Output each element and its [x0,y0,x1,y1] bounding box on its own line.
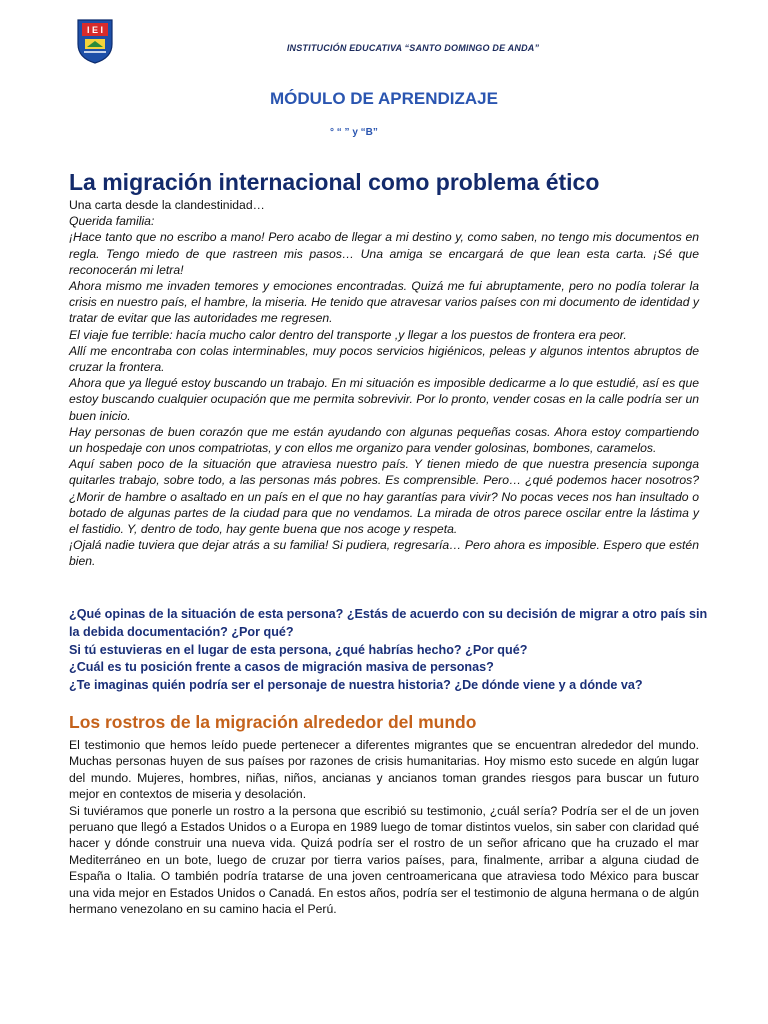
letter-paragraph: ¡Ojalá nadie tuviera que dejar atrás a su familia! Si pudiera, regresaría… Pero ahora es imposible. Espero que estén bien. [69,538,699,569]
module-title: MÓDULO DE APRENDIZAJE [270,89,498,108]
letter-paragraph: Aquí saben poco de la situación que atraviesa nuestro país. Y tienen miedo de que nuestra presencia suponga quitarles trabajo, sobre todo, a las personas más pobres. Es comprensible. Pero… ¿qué podemos hacer nosotros? ¿Morir de hambre o asaltado en un país en el que no hay garantías para vivir? No pocas veces nos han insultado o botado de algunas partes de la ciudad para que no vendamos. La mirada de otros parece oscilar entre la lástima y el fastidio. Y, dentro de todo, hay gente buena que nos acoge y respeta. [69,457,699,537]
letter-block [69,197,699,570]
article-title: La migración internacional como problema ético [69,169,600,195]
section-body [69,737,699,917]
question-item: ¿Cuál es tu posición frente a casos de migración masiva de personas? [69,660,494,675]
letter-paragraph: Ahora que ya llegué estoy buscando un trabajo. En mi situación es imposible dedicarme a lo que estudié, así es que estoy buscando cualquier ocupación que me permita sobrevivir. Por lo pronto, vender cosas en la calle podría ser un buen inicio. [69,376,699,423]
logo-lettering: I E I [86,25,104,35]
letter-paragraph: Querida familia: [69,214,155,229]
letter-lead: Una carta desde la clandestinidad… [69,198,265,212]
body-paragraph: Si tuviéramos que ponerle un rostro a la persona que escribió su testimonio, ¿cuál sería? Podría ser el de un joven peruano que llegó a Estados Unidos o a Europa en 1989 luego de tomar distintos vuelos, sin saber con claridad qué hacer y dónde construir una nueva vida. Quizá podría ser el rostro de un señor africano que ha cruzado el mar Mediterráneo en un bote, luego de cruzar por tierra varios países, para, finalmente, arribar a alguna ciudad de España o Italia. O también podría tratarse de una joven centroamericana que atraviesa todo México para buscar una vida mejor en Estados Unidos o Canadá. En estos años, podría ser el testimonio de alguna hermana o de algún hermano venezolano en su camino hacia el Perú. [69,803,699,917]
question-item: ¿Te imaginas quién podría ser el personaje de nuestra historia? ¿De dónde viene y a dónde va? [69,678,643,693]
letter-paragraph: Ahora mismo me invaden temores y emociones encontradas. Quizá me fui abruptamente, pero no podía tolerar la crisis en nuestro país, el hambre, la miseria. He tenido que atravesar varios países con mi documento de identidad y tratar de evitar que las autoridades me regresen. [69,279,699,326]
letter-paragraph: ¡Hace tanto que no escribo a mano! Pero acabo de llegar a mi destino y, como saben, no tengo mis documentos en regla. Tengo miedo de que rastreen mis pasos… Una amiga se encargará de que lean esta carta. ¡Sé que reconocerán mi letra! [69,230,699,277]
letter-paragraph: El viaje fue terrible: hacía mucho calor dentro del transporte ,y llegar a los puestos de frontera era peor. [69,327,627,342]
letter-paragraph: Hay personas de buen corazón que me están ayudando con algunas pequeñas cosas. Ahora estoy compartiendo un hospedaje con unos compatriotas, y con ellos me organizo para vender golosinas, bombones, caramelos. [69,424,699,456]
body-paragraph: El testimonio que hemos leído puede pertenecer a diferentes migrantes que se encuentran alrededor del mundo. Muchas personas huyen de sus países por razones de crisis humanitarias. Hoy mismo esto sucede en algún lugar del mundo. Mujeres, hombres, niñas, niños, ancianas y ancianos toman grandes riesgos para buscar un futuro mejor en contextos de miseria y desolación. [69,738,699,802]
question-item: ¿Qué opinas de la situación de esta persona? ¿Estás de acuerdo con su decisión de migrar a otro país sin la debida documentación? ¿Por qué? [69,607,708,639]
school-crest-logo [76,16,114,64]
reflection-questions [69,606,709,695]
question-item: Si tú estuvieras en el lugar de esta persona, ¿qué habrías hecho? ¿Por qué? [69,642,528,657]
letter-paragraph: Allí me encontraba con colas interminables, muy pocos servicios higiénicos, peleas y algunos intentos abruptos de cruzar la frontera. [69,343,699,375]
institution-name: INSTITUCIÓN EDUCATIVA “SANTO DOMINGO DE ANDA” [286,43,540,53]
section-title: Los rostros de la migración alrededor del mundo [69,712,477,732]
grade-section-line: ° “ ” y “B” [330,127,378,138]
